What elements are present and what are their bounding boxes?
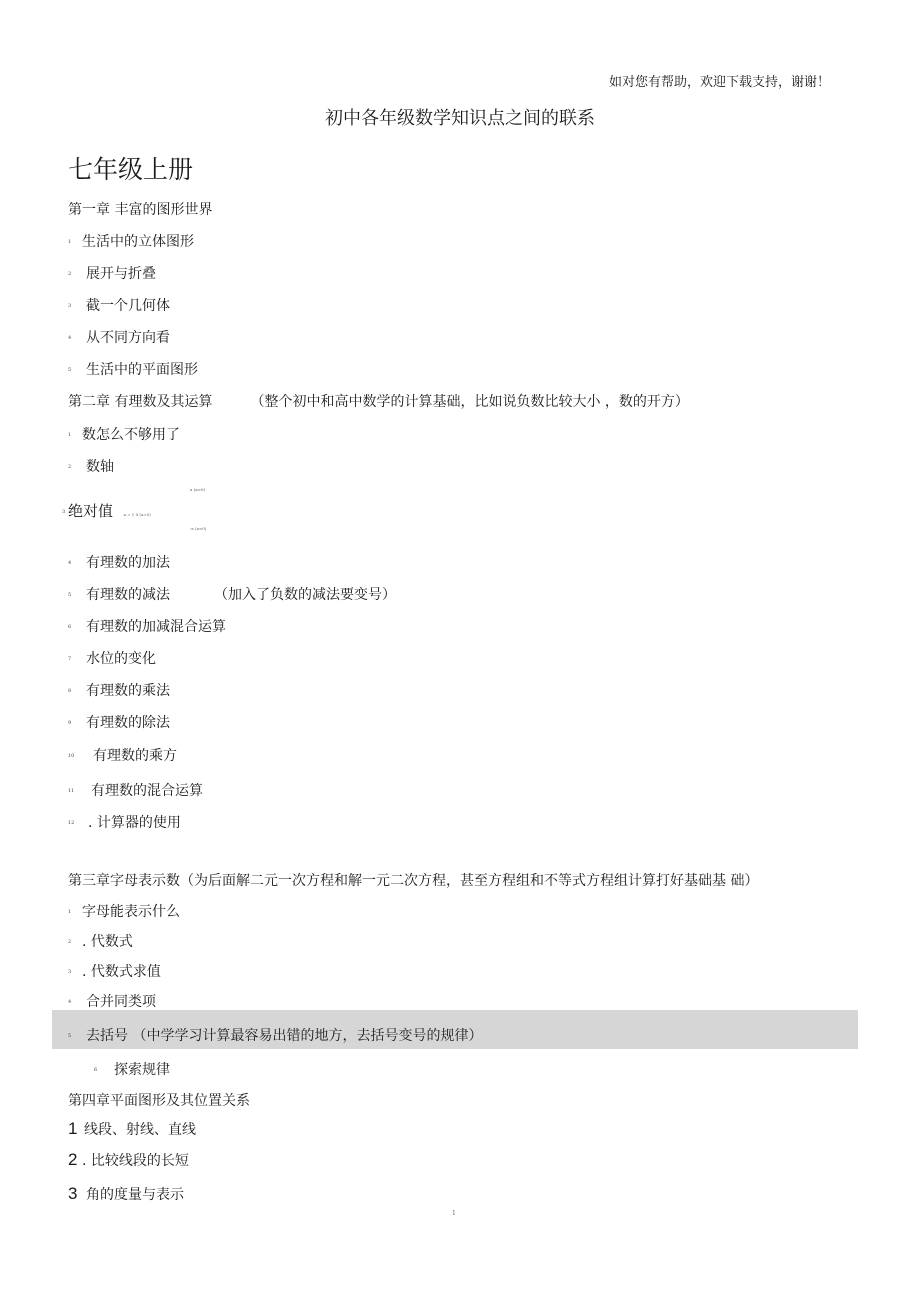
item-text: 线段、射线、直线 (84, 1122, 196, 1138)
item-text: 水位的变化 (86, 651, 156, 667)
list-item (68, 456, 114, 476)
item-note: （加入了负数的减法要变号） (214, 587, 396, 603)
list-item (68, 263, 156, 283)
item-text: 有理数的乘方 (93, 748, 177, 764)
item-number: 4 (68, 999, 72, 1005)
list-item (68, 648, 156, 668)
item-text: 有理数的减法 (86, 587, 170, 603)
item-number: 2 (68, 464, 72, 470)
item-text: 数轴 (86, 459, 114, 475)
list-item (68, 1150, 189, 1170)
item-number: 6 (68, 624, 72, 630)
item-number: 8 (68, 688, 72, 694)
list-item (68, 991, 156, 1011)
item-text: 字母能表示什么 (82, 904, 180, 920)
list-item (94, 1059, 170, 1079)
chapter-4-title: 第四章平面图形及其位置关系 (68, 1093, 250, 1109)
list-item (68, 1119, 196, 1139)
item-number: 2 (68, 1150, 78, 1169)
item-text: . 代数式求值 (82, 964, 161, 980)
item-text: . 计算器的使用 (88, 815, 181, 831)
item-number: 3 (68, 969, 72, 975)
list-item (68, 780, 203, 800)
item-number: 5 (68, 367, 72, 373)
list-item (68, 231, 194, 251)
list-item (68, 1184, 184, 1204)
item-number: 2 (68, 939, 72, 945)
list-item (68, 359, 198, 379)
chapter-3-title: 第三章字母表示数（为后面解二元一次方程和解一元二次方程，甚至方程组和不等式方程组计算打好基础基 础） (68, 873, 759, 889)
chapter-2-title (68, 391, 689, 411)
chapter-2-heading: 第二章 有理数及其运算 (68, 394, 213, 410)
item-number: 3 (62, 509, 66, 515)
item-text: 探索规律 (114, 1062, 170, 1078)
list-item (68, 680, 170, 700)
chapter-2-note: （整个初中和高中数学的计算基础，比如说负数比较大小 ，数的开方） (250, 394, 689, 410)
list-item (68, 552, 170, 572)
item-text: 从不同方向看 (86, 330, 170, 346)
list-item (68, 901, 180, 921)
item-number: 7 (68, 656, 72, 662)
item-text: 数怎么不够用了 (82, 427, 180, 443)
list-item (68, 712, 170, 732)
item-text: 生活中的立体图形 (82, 234, 194, 250)
list-item (68, 745, 177, 765)
list-item (68, 1025, 482, 1045)
item-number: 4 (68, 560, 72, 566)
item-number: 3 (68, 1184, 78, 1203)
item-number: 6 (94, 1067, 98, 1073)
item-text: 去括号 （中学学习计算最容易出错的地方，去括号变号的规律） (86, 1028, 483, 1044)
item-number: 3 (68, 303, 72, 309)
item-text: 生活中的平面图形 (86, 362, 198, 378)
item-number: 10 (68, 753, 75, 759)
item-text: . 代数式 (82, 934, 133, 950)
item-number: 4 (68, 335, 72, 341)
document-title: 初中各年级数学知识点之间的联系 (325, 108, 595, 129)
item-number: 5 (68, 592, 72, 598)
list-item (68, 931, 133, 951)
item-number: 1 (68, 909, 72, 915)
formula-mid: a = { 0 (a=0) (123, 512, 151, 517)
item-text: 合并同类项 (86, 994, 156, 1010)
list-item (68, 424, 180, 444)
item-number: 5 (68, 1033, 72, 1039)
item-number: 1 (68, 432, 72, 438)
item-text: 展开与折叠 (86, 266, 156, 282)
item-number: 11 (68, 788, 75, 794)
formula-top: a (a>0) (190, 487, 206, 492)
item-text: 有理数的混合运算 (91, 783, 203, 799)
item-text: 绝对值 (68, 502, 114, 520)
item-number: 1 (68, 239, 72, 245)
header-note: 如对您有帮助，欢迎下载支持，谢谢！ (608, 75, 830, 90)
item-text: 有理数的除法 (86, 715, 170, 731)
list-item (68, 961, 161, 981)
item-text: 有理数的加减混合运算 (86, 619, 226, 635)
chapter-1-title: 第一章 丰富的图形世界 (68, 202, 213, 218)
grade-heading: 七年级上册 (68, 155, 194, 184)
item-text: 角的度量与表示 (86, 1187, 184, 1203)
item-text: . 比较线段的长短 (82, 1153, 189, 1169)
item-number: 12 (68, 820, 75, 826)
list-item (62, 500, 151, 521)
item-number: 1 (68, 1119, 78, 1138)
page-footer-mark: 1 (452, 1210, 456, 1217)
formula-bottom: -a (a<0) (190, 526, 207, 531)
item-text: 有理数的加法 (86, 555, 170, 571)
list-item (68, 616, 226, 636)
list-item (68, 295, 170, 315)
item-number: 2 (68, 271, 72, 277)
list-item (68, 584, 396, 604)
item-text: 截一个几何体 (86, 298, 170, 314)
list-item (68, 327, 170, 347)
item-number: 9 (68, 720, 72, 726)
list-item (68, 812, 181, 832)
item-text: 有理数的乘法 (86, 683, 170, 699)
